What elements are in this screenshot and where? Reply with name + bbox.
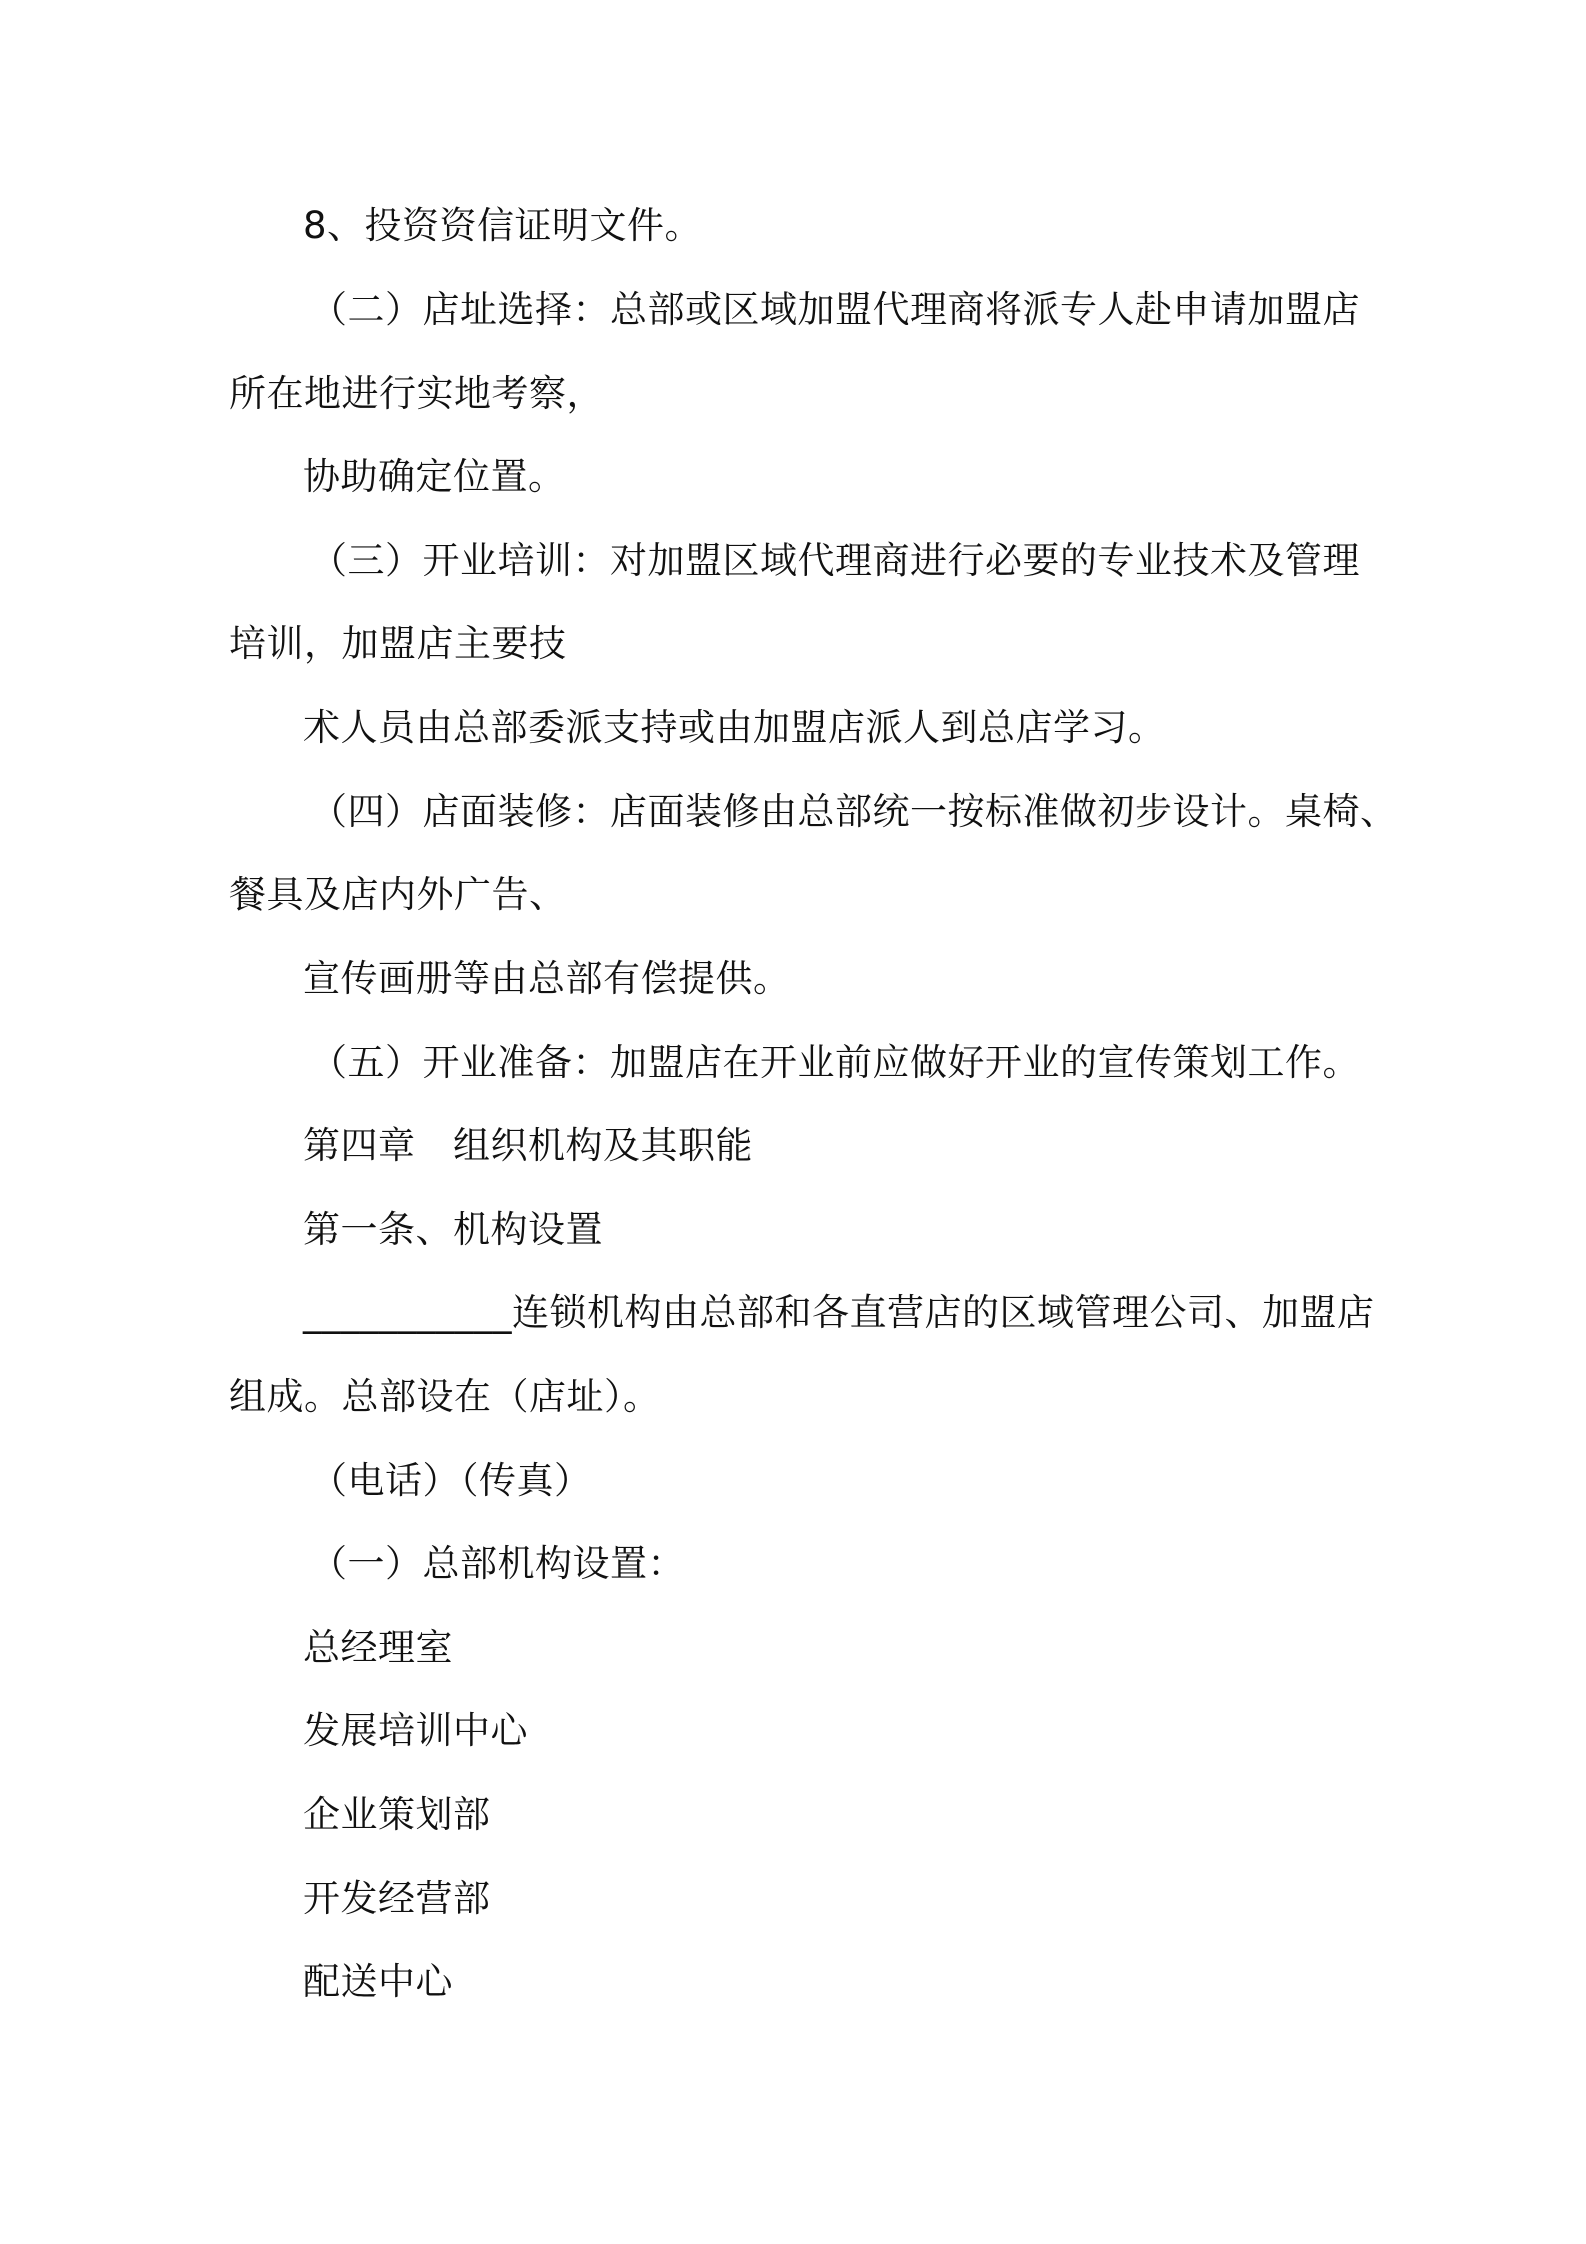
text-line: 餐具及店内外广告、 <box>229 873 567 916</box>
text-line: 协助确定位置。 <box>303 455 566 498</box>
text-line: （四）店面装修：店面装修由总部统一按标准做初步设计。桌椅、 <box>310 790 1398 833</box>
list-item: 开发经营部 <box>303 1877 491 1920</box>
list-item: 总经理室 <box>303 1626 453 1669</box>
text-line: 培训，加盟店主要技 <box>229 622 567 665</box>
chapter-heading: 第四章 组织机构及其职能 <box>303 1124 753 1167</box>
text-line: （电话）（传真） <box>310 1459 592 1502</box>
text-line: （二）店址选择：总部或区域加盟代理商将派专人赴申请加盟店 <box>310 288 1360 331</box>
text-line: （一）总部机构设置： <box>310 1542 685 1585</box>
list-item: 发展培训中心 <box>303 1709 528 1752</box>
article-heading: 第一条、机构设置 <box>303 1208 603 1251</box>
text-line: （三）开业培训：对加盟区域代理商进行必要的专业技术及管理 <box>310 539 1360 582</box>
text-line: 宣传画册等由总部有偿提供。 <box>303 957 791 1000</box>
text-line: 8、投资资信证明文件。 <box>303 204 703 247</box>
text-line: 所在地进行实地考察， <box>229 372 604 415</box>
text-line: （五）开业准备：加盟店在开业前应做好开业的宣传策划工作。 <box>310 1041 1360 1084</box>
list-item: 企业策划部 <box>303 1793 491 1836</box>
text-line: 术人员由总部委派支持或由加盟店派人到总店学习。 <box>303 706 1166 749</box>
text-line: 组成。总部设在（店址）。 <box>229 1375 661 1418</box>
text-line: ___________连锁机构由总部和各直营店的区域管理公司、加盟店 <box>303 1291 1375 1334</box>
list-item: 配送中心 <box>303 1960 453 2003</box>
